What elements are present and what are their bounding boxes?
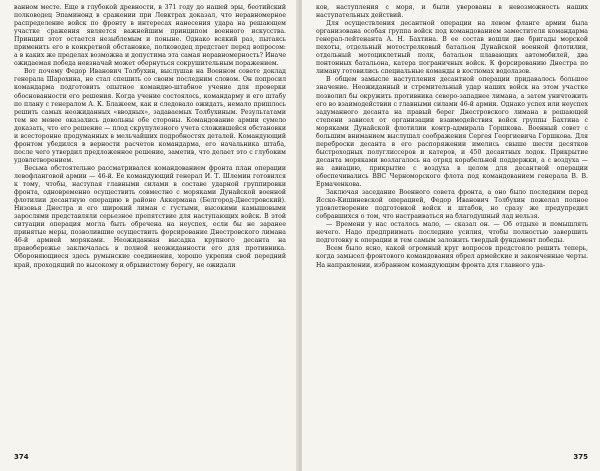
- left-text-column: [14, 4, 286, 270]
- paragraph: ванном месте. Еще в глубокой древности, в 371 году до нашей эры, беотийский полководец Эпаминонд в сражении при Левктрах доказал, что неравномерное распределение войск по фронту в интересах нанесения удара на решающем участке сражения является важнейшим принципом военного искусства. Принцип этот остается незыблемым и поныне. Однако всякий раз, пытаясь применить его в конкретной обстановке, полководец предстает перед вопросом: а в каких же пределах возможна и допустима эта самая неравномерность? Иначе ожидаемая победа невзначай может обернуться сокрушительным поражением.: [14, 4, 286, 68]
- right-page: [302, 0, 600, 471]
- paragraph: — Времени у нас осталось мало, — сказал он. — Об отдыхе и помышлять нечего. Надо предприимать последние усилия, чтобы полностью завершить подготовку к операции и тем самым заложить твердый фундамент победы.: [316, 221, 588, 245]
- page-number-right: 375: [573, 453, 588, 461]
- paragraph: В общем замысле наступления десантной операции придавалось большое значение. Неожиданный и стремительный удар наших войск на этом участке позволил бы окружить противника северо-западнее лимана, а затем уничтожить его во взаимодействии с главными силами 46-й армии. Однако успех или неуспех задуманного десанта на правый берег Днестровского лимана в решающей степени зависел от организации взаимодействия войск группы Бахтина с моряками Дунайской флотилии контр-адмирала Горшкова. Военный совет с большим вниманием выслушал соображения Сергея Георгиевича Горшкова. Для переброски десанта в его распоряжении имелись свыше шести десятков быстроходных полуглиссеров и катеров, и 450 десантных лодок. Прикрытие десанта моряками возлагалось на отряд корабельной поддержки, а с воздуха — на авиацию, прикрытие с воздуха в целом для десантной операции обеспечивались ВВС Черноморского флота под командованием генерала В. В. Ермаченкова.: [316, 76, 588, 189]
- paragraph: Всем было ясно, какой огромный круг вопросов предстояло решить теперь, когда замысел фронтового командования обрел армейские и законченные черты. На направлении, избранном командующим фронта для главного уда-: [316, 245, 588, 269]
- paragraph: Вот почему Федор Иванович Толбухин, выслушав на Военном совете доклад генерала Шарохина, не стал спешить со своим последним словом. Он попросил командарма подготовить опытное командно-штабное учение для проверки обоснованности его решения. Когда учение состоялось, командарму и его штабу по плану с генералом А. К. Блажеем, как и следовало ожидать, немало пришлось решить самых неожиданных «вводных», задаваемых Толбухиным. Результатами тем не менее оказались довольны обе стороны. Командование армии сумело доказать, что его решение — плод скрупулезного учета сложившейся обстановки и всесторонне продуманных в мельчайших подробностях деталей. Командующий фронтом убедился в верности расчетов командарма, его начальника штаба, после чего утвердил предложенное решение, заметив, что делает это с глубоким удовлетворением.: [14, 68, 286, 164]
- paragraph: Весьма обстоятельно рассматривался командованием фронта план операции левофланговой армии — 46-й. Ее командующий генерал И. Т. Шлемин готовился к тому, чтобы, наступая главными силами в составе ударной группировки фронта, одновременно осуществить совместно с моряками Дунайской военной флотилии десантную операцию в районе Аккермана (Белгород-Днестровский). Низовья Днестра и его широкий лиман с густыми, высокими камышовыми зарослями представляли серьезное препятствие для наступающих войск. В этой ситуации операция могла быть обречена на неуспех, если бы не заранее принятые меры, позволившие осуществить форсирование Днестровского лимана 46-й армией моряками. Неожиданная высадка крупного десанта на правобережье заключалась в полной неожиданности его для противника. Обороняющиеся здесь румынские соединения, хорошо укрепив свой передний край, проходящий по высокому и обрывистому берегу, не ожидали: [14, 164, 286, 269]
- left-page: [0, 0, 298, 471]
- paragraph: Заключая заседание Военного совета фронта, а оно было последним перед Ясско-Кишиневской операцией, Федор Иванович Толбухин пожелал полное удовлетворение подготовкой войск и штабов, но сразу же предупредил собравшихся о том, что настраиваться на благодушный лад нельзя.: [316, 189, 588, 221]
- paragraph: ков, наступления с моря, и были уверованы в невозможность наших наступательных действий.: [316, 4, 588, 20]
- right-text-column: [316, 4, 588, 270]
- page-number-left: 374: [14, 453, 29, 461]
- paragraph: Для осуществления десантной операции на левом фланге армии была организована особая группа войск под командованием заместителя командарма генерал-лейтенанта А. Н. Бахтина. В ее состав вошли две бригады морской пехоты, отдельный мотострелковый батальон Дунайской военной флотилии, отдельный мотоциклетный полк, батальон плавающих автомобилей, два понтонных батальона, катера пограничных войск. К форсированию Днестра по лиману готовились специальные команды в костюмах водолазов.: [316, 20, 588, 76]
